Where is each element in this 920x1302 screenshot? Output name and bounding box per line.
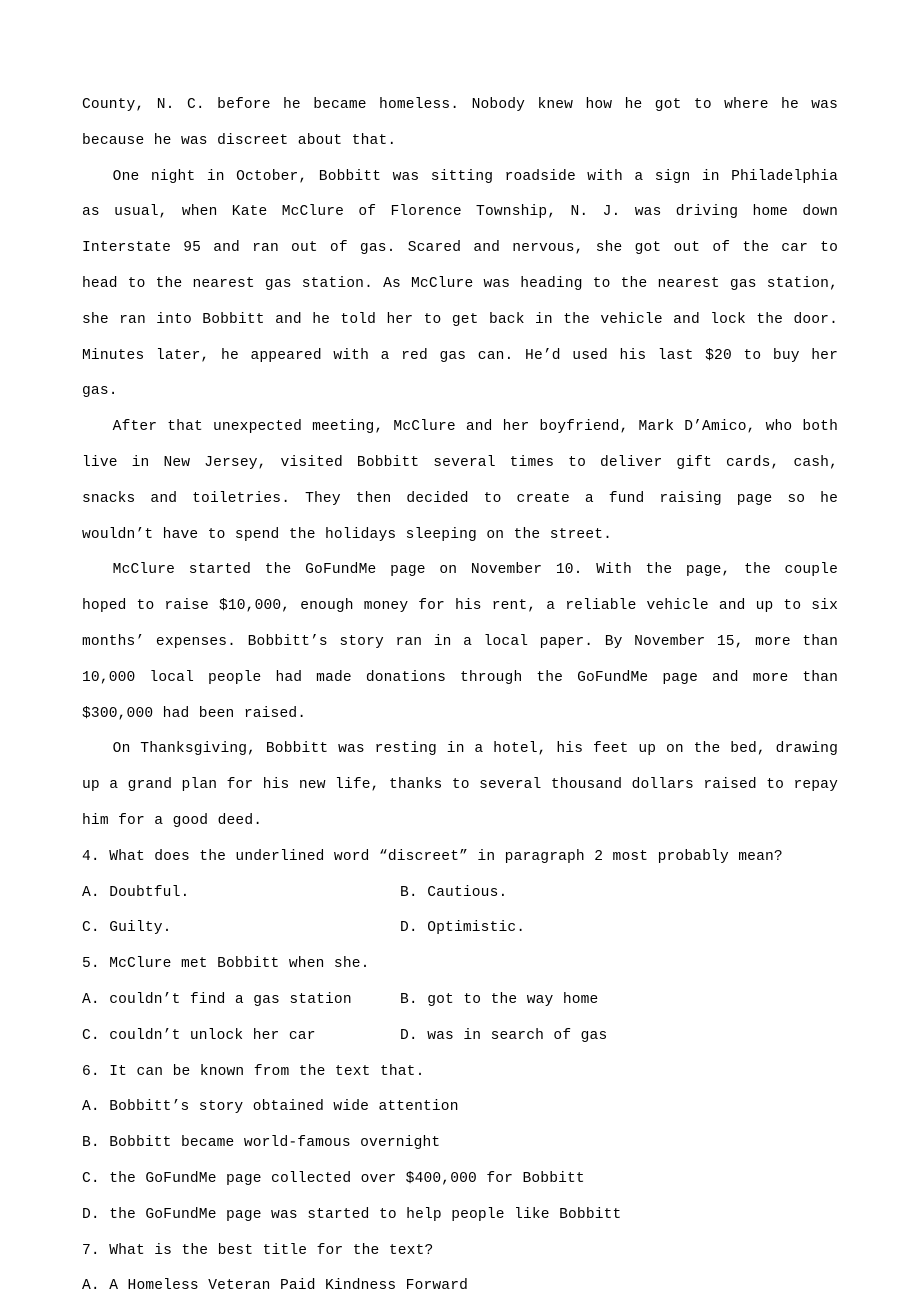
question-4-stem: 4. What does the underlined word “discreet” in paragraph 2 most probably mean? [82, 848, 783, 865]
question-4-option-a[interactable]: A. Doubtful. [82, 884, 190, 901]
question-4-option-c[interactable]: C. Guilty. [82, 920, 172, 937]
question-4-options-row-1 [82, 876, 838, 912]
question-6-option-b[interactable]: B. Bobbitt became world-famous overnight [82, 1135, 441, 1152]
question-7-option-a[interactable]: A. A Homeless Veteran Paid Kindness Forward [82, 1278, 469, 1295]
question-6-option-a[interactable]: A. Bobbitt’s story obtained wide attention [82, 1099, 459, 1116]
question-4-options-row-2 [82, 911, 838, 947]
question-5-option-d[interactable]: D. was in search of gas [400, 1027, 608, 1044]
question-6-option-d[interactable]: D. the GoFundMe page was started to help people like Bobbitt [82, 1206, 622, 1223]
paragraph-5: On Thanksgiving, Bobbitt was resting in a hotel, his feet up on the bed, drawing up a grand plan for his new life, thanks to several thousand dollars raised to repay him for a good deed. [82, 741, 838, 829]
question-5-option-c[interactable]: C. couldn’t unlock her car [82, 1027, 316, 1044]
paragraph-4: McClure started the GoFundMe page on November 10. With the page, the couple hoped to raise $10,000, enough money for his rent, a reliable vehicle and up to six months’ expenses. Bobbitt’s story ran in a local paper. By November 15, more than 10,000 local people had made donations through the GoFundMe page and more than $300,000 had been raised. [82, 562, 838, 722]
question-6-option-c[interactable]: C. the GoFundMe page collected over $400,000 for Bobbitt [82, 1170, 585, 1187]
question-4-option-b[interactable]: B. Cautious. [400, 884, 508, 901]
paragraph-2: One night in October, Bobbitt was sitting roadside with a sign in Philadelphia as usual, when Kate McClure of Florence Township, N. J. was driving home down Interstate 95 and ran out of gas. Scared and nervous, she got out of the car to head to the nearest gas station. As McClure was heading to the nearest gas station, she ran into Bobbitt and he told her to get back in the vehicle and lock the door. Minutes later, he appeared with a red gas can. He’d used his last $20 to buy her gas. [82, 168, 838, 400]
question-5-stem: 5. McClure met Bobbitt when she. [82, 956, 370, 973]
question-7-stem: 7. What is the best title for the text? [82, 1242, 434, 1259]
question-4-option-d[interactable]: D. Optimistic. [400, 920, 526, 937]
question-5-option-b[interactable]: B. got to the way home [400, 991, 599, 1008]
question-5-options-row-1 [82, 983, 838, 1019]
paragraph-3: After that unexpected meeting, McClure and her boyfriend, Mark D’Amico, who both live in New Jersey, visited Bobbitt several times to deliver gift cards, cash, snacks and toiletries. They then decided to create a fund raising page so he wouldn’t have to spend the holidays sleeping on the street. [82, 419, 838, 543]
question-5-option-a[interactable]: A. couldn’t find a gas station [82, 991, 352, 1008]
document-body [82, 88, 838, 1302]
question-5-options-row-2 [82, 1019, 838, 1055]
question-6-stem: 6. It can be known from the text that. [82, 1063, 425, 1080]
paragraph-1: County, N. C. before he became homeless. Nobody knew how he got to where he was because he was discreet about that. [82, 97, 838, 149]
